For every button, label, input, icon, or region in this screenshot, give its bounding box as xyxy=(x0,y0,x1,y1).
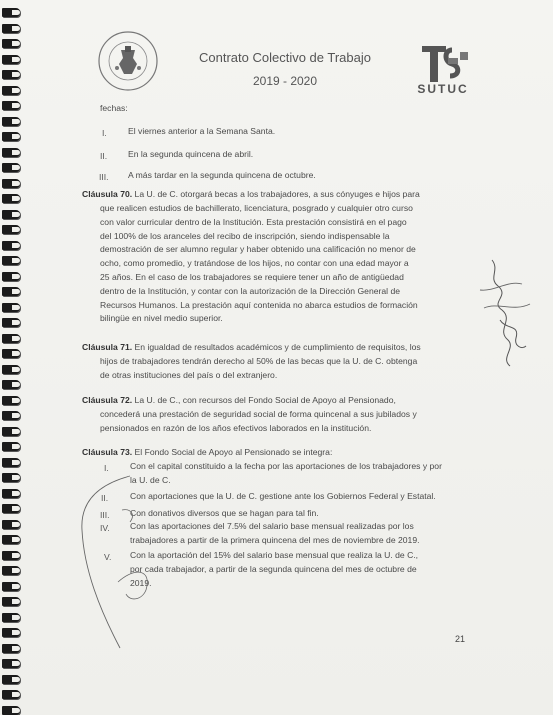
date-list-num: I. xyxy=(102,128,107,138)
binding-ring xyxy=(2,458,20,467)
date-list-item: A más tardar en la segunda quincena de octubre. xyxy=(128,170,316,180)
clause-72-first-text: La U. de C., con recursos del Fondo Social de Apoyo al Pensionado, xyxy=(134,395,396,405)
binding-ring xyxy=(2,535,20,544)
clause-73-item-num: II. xyxy=(101,493,109,503)
university-seal-logo xyxy=(97,30,159,92)
binding-ring xyxy=(2,334,20,343)
clause-71-heading: Cláusula 71. xyxy=(82,342,133,352)
binding-ring xyxy=(2,272,20,281)
binding-ring xyxy=(2,427,20,436)
clause-71-first-line xyxy=(82,341,462,355)
clause-73-item-line: Con las aportaciones del 7.5% del salario base mensual realizadas por los xyxy=(130,521,414,531)
date-list-item: En la segunda quincena de abril. xyxy=(128,149,254,159)
clause-73-item-num: IV. xyxy=(100,523,110,533)
binding-ring xyxy=(2,613,20,622)
clause-72-body xyxy=(100,408,462,436)
clause-73-item-line: la U. de C. xyxy=(130,474,171,485)
clause-73-item-line: Con aportaciones que la U. de C. gestione ante los Gobiernos Federal y Estatal. xyxy=(130,491,436,501)
binding-ring xyxy=(2,582,20,591)
clause-70-line: demostración de ser alumno regular y haber obtenido una calificación no menor de xyxy=(100,244,416,255)
date-list-num: III. xyxy=(99,172,109,182)
clause-72-line: concederá una prestación de seguridad social de forma quincenal a sus jubilados y xyxy=(100,409,417,419)
binding-ring xyxy=(2,659,20,668)
clause-73-item-line: Con la aportación del 15% del salario base mensual que realiza la U. de C., xyxy=(130,550,419,560)
clause-70-body xyxy=(100,202,460,326)
clause-73-item xyxy=(130,520,465,548)
clause-73-item-num: III. xyxy=(100,510,110,520)
clause-70-first-text: La U. de C. otorgará becas a los trabajadores, a sus cónyuges e hijos para xyxy=(134,189,420,199)
clause-70-line: dentro de la Institución, y contar con la autorización de la Dirección General de xyxy=(100,285,400,296)
clause-73-first-text: El Fondo Social de Apoyo al Pensionado se integra: xyxy=(134,447,333,457)
date-list-num: II. xyxy=(100,151,108,161)
spiral-binding xyxy=(0,0,24,715)
binding-ring xyxy=(2,675,20,684)
clause-73-item xyxy=(130,549,465,590)
clause-73-item-num: V. xyxy=(104,552,112,562)
binding-ring xyxy=(2,225,20,234)
sutuc-logo-text: SUTUC xyxy=(417,82,469,96)
binding-ring xyxy=(2,55,20,64)
binding-ring xyxy=(2,256,20,265)
clause-71-body xyxy=(100,355,462,383)
binding-ring xyxy=(2,70,20,79)
clause-73-item-line: Con el capital constituido a la fecha por las aportaciones de los trabajadores y por xyxy=(130,461,442,471)
binding-ring xyxy=(2,628,20,637)
handwritten-initials xyxy=(60,470,170,660)
binding-ring xyxy=(2,210,20,219)
clause-72-line: pensionados en razón de los años efectivos laborados en la institución. xyxy=(100,422,372,433)
clause-73-item-line: trabajadores a partir de la primera quincena del mes de noviembre de 2019. xyxy=(130,534,420,545)
binding-ring xyxy=(2,101,20,110)
binding-ring xyxy=(2,396,20,405)
binding-ring xyxy=(2,489,20,498)
clause-70-line: ocho, como promedio, y tratándose de los hijos, no contar con una edad mayor a xyxy=(100,258,409,269)
binding-ring xyxy=(2,411,20,420)
binding-ring xyxy=(2,690,20,699)
binding-ring xyxy=(2,8,20,17)
binding-ring xyxy=(2,644,20,653)
clause-70-line: del 100% de los aranceles del recibo de inscripción, siendo indispensable la xyxy=(100,230,390,241)
binding-ring xyxy=(2,303,20,312)
clause-70-heading: Cláusula 70. xyxy=(82,189,133,199)
binding-ring xyxy=(2,380,20,389)
binding-ring xyxy=(2,148,20,157)
binding-ring xyxy=(2,179,20,188)
binding-ring xyxy=(2,318,20,327)
clause-71-line: hijos de trabajadores tendrán derecho al 50% de las becas que la U. de C. obtenga xyxy=(100,356,418,366)
binding-ring xyxy=(2,24,20,33)
clause-70-line: bilingüe en nivel medio superior. xyxy=(100,313,223,324)
clause-73-item xyxy=(130,490,465,504)
clause-73-heading: Cláusula 73. xyxy=(82,447,133,457)
binding-ring xyxy=(2,287,20,296)
clause-73-item-line: por cada trabajador, a partir de la segunda quincena del mes de octubre de xyxy=(130,563,417,574)
clause-71-line: de otras instituciones del país o del extranjero. xyxy=(100,369,278,380)
clause-73-item-line: Con donativos diversos que se hagan para tal fin. xyxy=(130,508,319,518)
clause-73-item-line: 2019. xyxy=(130,577,152,588)
clause-70-line: 25 años. En el caso de los trabajadores se requiere tener un año de antigüedad xyxy=(100,271,404,282)
binding-ring xyxy=(2,349,20,358)
handwritten-signature xyxy=(470,250,540,370)
binding-ring xyxy=(2,117,20,126)
binding-ring xyxy=(2,520,20,529)
binding-ring xyxy=(2,194,20,203)
binding-ring xyxy=(2,597,20,606)
clause-72-heading: Cláusula 72. xyxy=(82,395,133,405)
clause-73-item xyxy=(130,507,465,521)
binding-ring xyxy=(2,241,20,250)
clause-73-first-line xyxy=(82,446,462,460)
binding-ring xyxy=(2,551,20,560)
clause-73-item xyxy=(130,460,465,488)
intro-word: fechas: xyxy=(100,103,128,113)
document-title: Contrato Colectivo de Trabajo xyxy=(199,50,371,65)
binding-ring xyxy=(2,39,20,48)
binding-ring xyxy=(2,86,20,95)
binding-ring xyxy=(2,163,20,172)
clause-70-first-line xyxy=(82,188,458,202)
clause-70-line: Recursos Humanos. La prestación aquí contenida no abarca estudios de formación xyxy=(100,299,418,310)
binding-ring xyxy=(2,504,20,513)
clause-71-first-text: En igualdad de resultados académicos y de cumplimiento de requisitos, los xyxy=(134,342,421,352)
binding-ring xyxy=(2,473,20,482)
binding-ring xyxy=(2,132,20,141)
clause-70-line: con valor curricular dentro de la Institución. Esta prestación consistirá en el pago xyxy=(100,216,407,227)
binding-ring xyxy=(2,706,20,715)
clause-73-item-num: I. xyxy=(104,463,109,473)
date-list-item: El viernes anterior a la Semana Santa. xyxy=(128,126,276,136)
binding-ring xyxy=(2,566,20,575)
clause-70-line: que realicen estudios de bachillerato, licenciatura, posgrado y cualquier otro curso xyxy=(100,203,413,213)
clause-72-first-line xyxy=(82,394,462,408)
page-number: 21 xyxy=(455,634,466,644)
binding-ring xyxy=(2,442,20,451)
document-years: 2019 - 2020 xyxy=(252,74,318,88)
binding-ring xyxy=(2,365,20,374)
